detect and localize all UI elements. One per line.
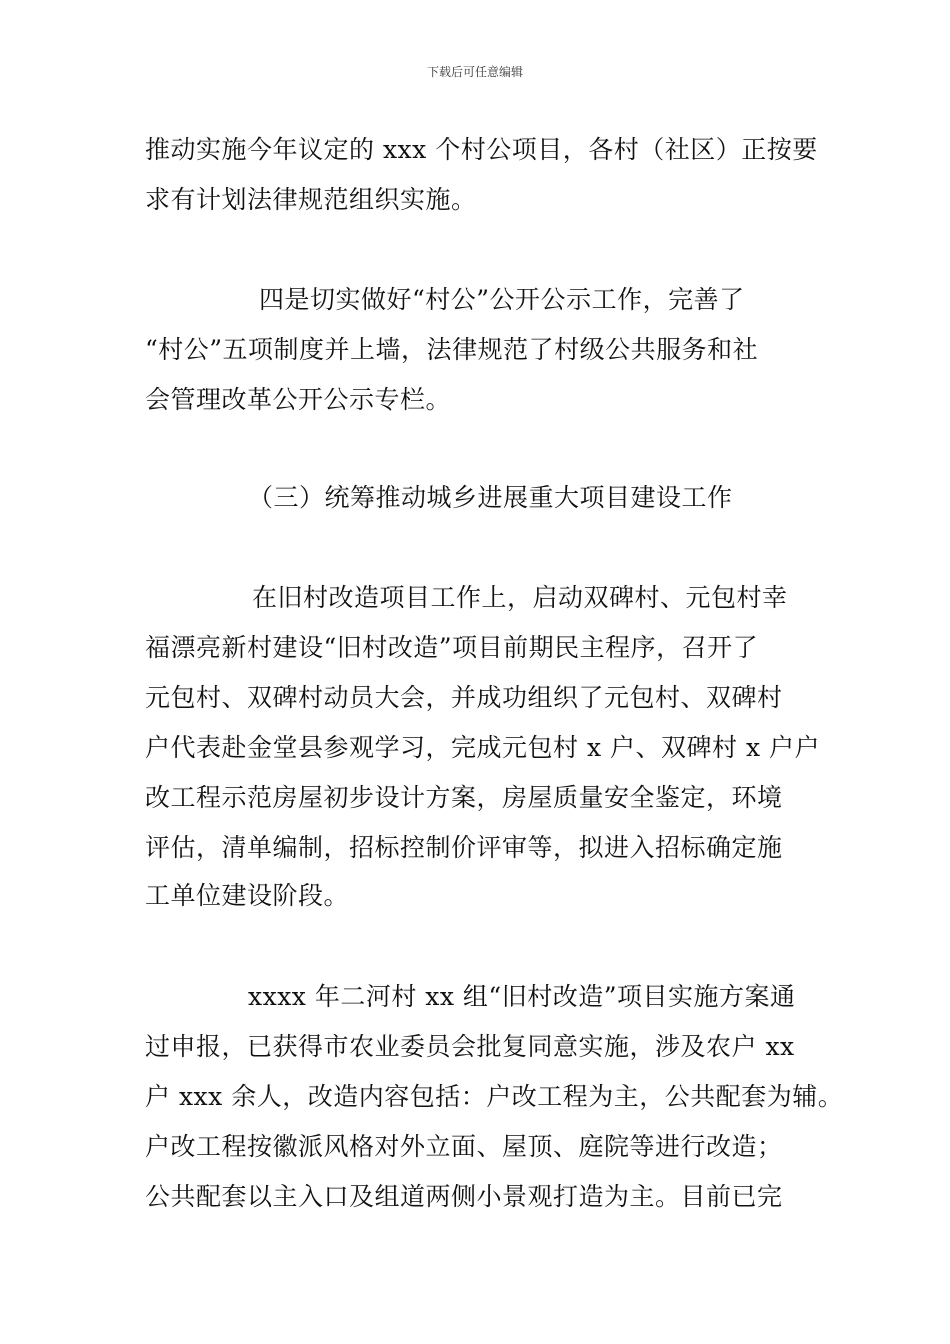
text-line: （三）统筹推动城乡进展重大项目建设工作	[248, 483, 733, 512]
text-line: 公共配套以主入口及组道两侧小景观打造为主。目前已完	[145, 1182, 783, 1211]
text-line: 四是切实做好“村公”公开公示工作，完善了	[259, 285, 745, 314]
page-header: 下载后可任意编辑	[426, 65, 523, 79]
text-line: 会管理改革公开公示专栏。	[145, 385, 452, 414]
text-line: 福漂亮新村建设“旧村改造”项目前期民主程序，召开了	[145, 633, 759, 662]
text-line: 户改工程按徽派风格对外立面、屋顶、庭院等进行改造；	[145, 1132, 783, 1161]
text-line: 元包村、双碑村动员大会，并成功组织了元包村、双碑村	[145, 683, 783, 712]
text-line: 在旧村改造项目工作上，启动双碑村、元包村幸	[252, 583, 788, 612]
text-line: 求有计划法律规范组织实施。	[145, 185, 477, 214]
text-line: 户代表赴金堂县参观学习，完成元包村 x 户、双碑村 x 户户	[145, 733, 820, 762]
text-line: xxxx 年二河村 xx 组“旧村改造”项目实施方案通	[248, 982, 796, 1011]
text-line: 过申报，已获得市农业委员会批复同意实施，涉及农户 xx	[145, 1032, 795, 1061]
text-line: 户 xxx 余人，改造内容包括：户改工程为主，公共配套为辅。	[145, 1082, 844, 1111]
text-line: 工单位建设阶段。	[145, 881, 350, 910]
text-line: 推动实施今年议定的 xxx 个村公项目，各村（社区）正按要	[145, 135, 818, 164]
text-line: 改工程示范房屋初步设计方案，房屋质量安全鉴定，环境	[145, 783, 783, 812]
text-line: “村公”五项制度并上墙，法律规范了村级公共服务和社	[145, 335, 759, 364]
text-line: 评估，清单编制，招标控制价评审等，拟进入招标确定施	[145, 833, 783, 862]
